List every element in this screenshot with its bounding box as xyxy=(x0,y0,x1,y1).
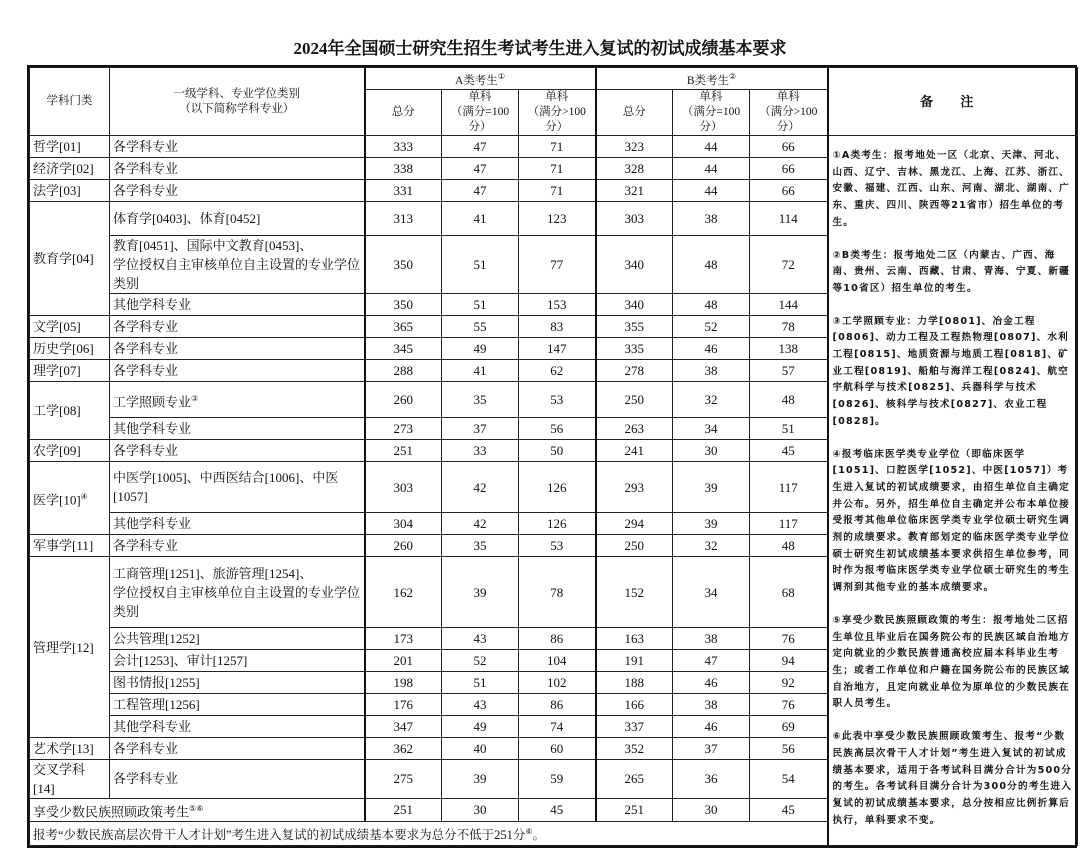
subject-label: 各学科专业 xyxy=(113,771,179,787)
category-label: 交叉学科[14] xyxy=(33,761,86,796)
minority-footnote: ⑤⑥ xyxy=(189,803,204,813)
score-a-single-over100: 86 xyxy=(519,693,596,715)
score-a-total: 260 xyxy=(365,382,442,418)
category-cell xyxy=(30,737,110,759)
score-a-single-over100: 123 xyxy=(519,202,596,236)
subject-footnote: ③ xyxy=(191,393,199,403)
score-a-single-over100: 71 xyxy=(519,136,596,158)
subject-cell xyxy=(110,759,365,798)
score-a-total: 201 xyxy=(365,649,442,671)
category-cell xyxy=(30,202,110,316)
minority-score-b: 30 xyxy=(673,798,750,821)
minority-label: 享受少数民族照顾政策考生 xyxy=(33,804,190,820)
score-b-total: 294 xyxy=(596,513,673,535)
subject-cell xyxy=(110,360,365,382)
header-group-b xyxy=(596,68,828,90)
score-a-total: 173 xyxy=(365,627,442,649)
score-a-single100: 49 xyxy=(442,338,519,360)
score-a-single100: 47 xyxy=(442,180,519,202)
header-a-single1-line1: 单科 xyxy=(468,91,492,103)
subject-label: 教育[0451]、国际中文教育[0453]、 学位授权自主审核单位自主设置的专业学位类别 xyxy=(113,238,361,292)
score-b-single-over100: 117 xyxy=(750,513,828,535)
score-b-single100: 38 xyxy=(673,360,750,382)
subject-cell xyxy=(110,627,365,649)
score-b-single-over100: 76 xyxy=(750,627,828,649)
category-cell xyxy=(30,535,110,557)
subject-cell xyxy=(110,462,365,513)
header-group-a xyxy=(365,68,596,90)
subject-cell xyxy=(110,737,365,759)
score-a-single100: 51 xyxy=(442,236,519,294)
score-b-single100: 38 xyxy=(673,202,750,236)
category-label: 艺术学[13] xyxy=(33,740,94,756)
category-label: 教育学[04] xyxy=(33,251,94,267)
score-a-single100: 51 xyxy=(442,671,519,693)
footnote-text: ②B类考生：报考地处二区（内蒙古、广西、海南、贵州、云南、西藏、甘肃、青海、宁夏、新疆等10省区）招生单位的考生。 xyxy=(832,249,1070,294)
score-a-total: 176 xyxy=(365,693,442,715)
header-b-single2-line1: 单科 xyxy=(776,91,800,103)
score-b-single100: 32 xyxy=(673,535,750,557)
minority-label-cell xyxy=(30,798,365,821)
score-b-single-over100: 92 xyxy=(750,671,828,693)
score-b-single-over100: 56 xyxy=(750,737,828,759)
subject-cell xyxy=(110,294,365,316)
subject-label: 其他学科专业 xyxy=(113,718,192,734)
header-b-single2 xyxy=(750,90,828,136)
score-b-single100: 44 xyxy=(673,158,750,180)
score-a-total: 331 xyxy=(365,180,442,202)
score-b-total: 323 xyxy=(596,136,673,158)
header-a-single2 xyxy=(519,90,596,136)
header-b-single1-line1: 单科 xyxy=(699,91,723,103)
category-cell xyxy=(30,382,110,440)
score-a-single-over100: 77 xyxy=(519,236,596,294)
score-b-single100: 44 xyxy=(673,136,750,158)
category-cell xyxy=(30,338,110,360)
score-a-single-over100: 86 xyxy=(519,627,596,649)
score-b-single100: 34 xyxy=(673,418,750,440)
header-b-single2-line2: （满分>100分） xyxy=(759,106,818,133)
score-b-single100: 46 xyxy=(673,338,750,360)
subject-cell xyxy=(110,649,365,671)
score-a-total: 313 xyxy=(365,202,442,236)
score-b-single-over100: 72 xyxy=(750,236,828,294)
footer-text: 报考“少数民族高层次骨干人才计划”考生进入复试的初试成绩基本要求为总分不低于251分 xyxy=(33,828,526,843)
score-a-single-over100: 53 xyxy=(519,382,596,418)
category-cell xyxy=(30,462,110,535)
subject-label: 图书情报[1255] xyxy=(113,674,200,690)
minority-score-a: 251 xyxy=(365,798,442,821)
category-label: 法学[03] xyxy=(33,183,81,198)
notes-cell xyxy=(828,136,1078,846)
category-label: 文学[05] xyxy=(33,319,81,335)
subject-label: 其他学科专业 xyxy=(113,297,192,313)
score-b-single100: 39 xyxy=(673,462,750,513)
subject-label: 各学科专业 xyxy=(113,740,179,756)
header-b-single1-line2: （满分=100分） xyxy=(681,106,741,133)
score-b-total: 293 xyxy=(596,462,673,513)
score-b-total: 303 xyxy=(596,202,673,236)
score-b-total: 241 xyxy=(596,440,673,462)
subject-cell xyxy=(110,418,365,440)
score-b-single-over100: 45 xyxy=(750,440,828,462)
header-a-single1 xyxy=(442,90,519,136)
score-a-single100: 37 xyxy=(442,418,519,440)
score-b-single-over100: 68 xyxy=(750,557,828,627)
score-b-single100: 36 xyxy=(673,759,750,798)
score-b-single100: 38 xyxy=(673,693,750,715)
category-cell xyxy=(30,759,110,798)
table-body xyxy=(30,136,1078,846)
header-a-single1-line2: （满分=100分） xyxy=(450,106,510,133)
score-b-total: 352 xyxy=(596,737,673,759)
footnote-text: ⑤享受少数民族照顾政策的考生：报考地处二区招生单位且毕业后在国务院公布的民族区域自治地方定向就业的少数民族普通高校应届本科毕业生考生；或者工作单位和户籍在国务院公布的民族区域自治地方，且定向就业单位为原单位的少数民族在职人员考生。 xyxy=(832,614,1070,710)
score-a-single100: 35 xyxy=(442,382,519,418)
score-b-total: 166 xyxy=(596,693,673,715)
score-a-single-over100: 104 xyxy=(519,649,596,671)
footer-cell xyxy=(30,822,828,846)
minority-score-b: 45 xyxy=(750,798,828,821)
score-a-single-over100: 147 xyxy=(519,338,596,360)
subject-cell xyxy=(110,715,365,737)
subject-cell xyxy=(110,535,365,557)
subject-label: 各学科专业 xyxy=(113,319,179,335)
score-a-single-over100: 126 xyxy=(519,462,596,513)
category-footnote: ④ xyxy=(80,492,88,502)
score-b-single100: 48 xyxy=(673,236,750,294)
score-table xyxy=(29,67,1078,846)
score-b-single100: 48 xyxy=(673,294,750,316)
score-a-single100: 55 xyxy=(442,316,519,338)
score-b-single-over100: 114 xyxy=(750,202,828,236)
score-a-total: 303 xyxy=(365,462,442,513)
subject-label: 各学科专业 xyxy=(113,161,179,176)
score-b-single-over100: 138 xyxy=(750,338,828,360)
score-a-total: 304 xyxy=(365,513,442,535)
score-b-single100: 46 xyxy=(673,715,750,737)
score-b-single100: 38 xyxy=(673,627,750,649)
category-cell xyxy=(30,557,110,737)
score-a-single100: 47 xyxy=(442,158,519,180)
category-label: 哲学[01] xyxy=(33,139,81,154)
category-label: 医学[10] xyxy=(33,492,81,508)
score-b-single100: 30 xyxy=(673,440,750,462)
subject-label: 各学科专业 xyxy=(113,341,179,357)
header-subject-line2: （以下简称学科专业） xyxy=(179,102,295,115)
score-b-single-over100: 76 xyxy=(750,693,828,715)
subject-label: 其他学科专业 xyxy=(113,516,192,532)
score-a-single100: 33 xyxy=(442,440,519,462)
score-b-total: 265 xyxy=(596,759,673,798)
category-label: 农学[09] xyxy=(33,443,81,459)
subject-cell xyxy=(110,693,365,715)
score-a-single100: 47 xyxy=(442,136,519,158)
score-a-total: 251 xyxy=(365,440,442,462)
subject-cell xyxy=(110,557,365,627)
score-b-single100: 32 xyxy=(673,382,750,418)
minority-score-b: 251 xyxy=(596,798,673,821)
subject-label: 各学科专业 xyxy=(113,538,179,554)
score-table-frame xyxy=(27,65,1077,848)
score-b-total: 337 xyxy=(596,715,673,737)
score-b-total: 191 xyxy=(596,649,673,671)
score-a-total: 350 xyxy=(365,294,442,316)
score-a-single100: 40 xyxy=(442,737,519,759)
subject-label: 工商管理[1251]、旅游管理[1254]、 学位授权自主审核单位自主设置的专业学位类别 xyxy=(113,565,361,619)
score-b-single100: 39 xyxy=(673,513,750,535)
subject-cell xyxy=(110,316,365,338)
score-b-total: 340 xyxy=(596,236,673,294)
score-a-total: 347 xyxy=(365,715,442,737)
score-b-single-over100: 48 xyxy=(750,382,828,418)
category-cell xyxy=(30,180,110,202)
score-a-single-over100: 60 xyxy=(519,737,596,759)
score-a-total: 333 xyxy=(365,136,442,158)
score-a-single100: 42 xyxy=(442,462,519,513)
score-b-single100: 34 xyxy=(673,557,750,627)
footnote-text: ①A类考生：报考地处一区（北京、天津、河北、山西、辽宁、吉林、黑龙江、上海、江苏、浙江、安徽、福建、江西、山东、河南、湖北、湖南、广东、重庆、四川、陕西等21省市）招生单位的考生。 xyxy=(832,150,1070,228)
score-a-total: 162 xyxy=(365,557,442,627)
score-a-total: 288 xyxy=(365,360,442,382)
score-a-single100: 35 xyxy=(442,535,519,557)
category-label: 工学[08] xyxy=(33,403,81,419)
score-b-single-over100: 66 xyxy=(750,180,828,202)
score-b-total: 355 xyxy=(596,316,673,338)
score-a-single-over100: 50 xyxy=(519,440,596,462)
score-a-single100: 52 xyxy=(442,649,519,671)
score-a-total: 338 xyxy=(365,158,442,180)
score-a-single-over100: 74 xyxy=(519,715,596,737)
subject-cell xyxy=(110,158,365,180)
score-b-single-over100: 117 xyxy=(750,462,828,513)
subject-label: 其他学科专业 xyxy=(113,421,192,437)
footnote-text: ④报考临床医学类专业学位（即临床医学[1051]、口腔医学[1052]、中医[1057]）考生进入复试的初试成绩要求，由招生单位自主确定并公布。另外，招生单位自主确定并公布本单位接受报考其他单位临床医学类专业学位硕士研究生调剂的成绩要求。教育部划定的临床医学类专业学位硕士研究生初试成绩基本要求供招生单位参考，同时作为报考临床医学类专业学位硕士研究生的考生调剂到其他专业的基本成绩要求。 xyxy=(832,448,1070,594)
header-subject-line1: 一级学科、专业学位类别 xyxy=(173,87,300,100)
score-a-single-over100: 53 xyxy=(519,535,596,557)
score-a-total: 260 xyxy=(365,535,442,557)
subject-label: 各学科专业 xyxy=(113,363,179,379)
subject-cell xyxy=(110,382,365,418)
score-b-single-over100: 48 xyxy=(750,535,828,557)
score-b-total: 328 xyxy=(596,158,673,180)
score-b-total: 163 xyxy=(596,627,673,649)
subject-cell xyxy=(110,671,365,693)
group-a-label: A类考生 xyxy=(455,74,498,87)
footnote-text: ③工学照顾专业：力学[0801]、冶金工程[0806]、动力工程及工程热物理[0807]、水利工程[0815]、地质资源与地质工程[0818]、矿业工程[0819]、船舶与海洋工程[0824]、航空宇航科学与技术[0825]、兵器科学与技术[0826]、核科学与技术[0827]、农业工程[0828]。 xyxy=(832,315,1069,427)
score-a-total: 362 xyxy=(365,737,442,759)
score-a-single100: 42 xyxy=(442,513,519,535)
subject-label: 工程管理[1256] xyxy=(113,696,200,712)
header-b-total: 总分 xyxy=(596,90,673,136)
category-cell xyxy=(30,440,110,462)
subject-label: 公共管理[1252] xyxy=(113,630,200,646)
score-a-single-over100: 78 xyxy=(519,557,596,627)
score-b-total: 321 xyxy=(596,180,673,202)
subject-label: 会计[1253]、审计[1257] xyxy=(113,652,248,668)
score-a-single-over100: 59 xyxy=(519,759,596,798)
score-b-total: 152 xyxy=(596,557,673,627)
score-b-single100: 44 xyxy=(673,180,750,202)
score-b-total: 278 xyxy=(596,360,673,382)
header-subject xyxy=(110,68,365,136)
score-a-single100: 41 xyxy=(442,202,519,236)
score-a-single-over100: 83 xyxy=(519,316,596,338)
score-b-single-over100: 78 xyxy=(750,316,828,338)
subject-cell xyxy=(110,236,365,294)
group-b-label: B类考生 xyxy=(686,74,729,87)
score-b-single-over100: 144 xyxy=(750,294,828,316)
score-b-single-over100: 66 xyxy=(750,136,828,158)
footnote-text: ⑥此表中享受少数民族照顾政策考生、报考“少数民族高层次骨干人才计划”考生进入复试的初试成绩基本要求，适用于各考试科目满分合计为500分的考生。各考试科目满分合计为300分的考生进入复试的初试成绩基本要求，总分按相应比例折算后执行，单科要求不变。 xyxy=(832,731,1073,826)
category-cell xyxy=(30,360,110,382)
score-a-single-over100: 71 xyxy=(519,158,596,180)
score-a-total: 365 xyxy=(365,316,442,338)
subject-label: 体育学[0403]、体育[0452] xyxy=(113,211,261,227)
category-label: 军事学[11] xyxy=(33,538,94,554)
category-cell xyxy=(30,316,110,338)
header-b-single1 xyxy=(673,90,750,136)
score-b-total: 188 xyxy=(596,671,673,693)
subject-cell xyxy=(110,338,365,360)
score-a-total: 350 xyxy=(365,236,442,294)
score-b-total: 335 xyxy=(596,338,673,360)
score-a-single100: 39 xyxy=(442,759,519,798)
score-b-single100: 46 xyxy=(673,671,750,693)
subject-cell xyxy=(110,513,365,535)
category-cell xyxy=(30,136,110,158)
subject-label: 工学照顾专业 xyxy=(113,393,192,409)
score-a-single-over100: 62 xyxy=(519,360,596,382)
subject-cell xyxy=(110,202,365,236)
category-label: 经济学[02] xyxy=(33,161,94,176)
score-a-single100: 41 xyxy=(442,360,519,382)
header-notes: 备 注 xyxy=(828,68,1078,136)
score-b-single-over100: 94 xyxy=(750,649,828,671)
group-b-footnote: ② xyxy=(729,71,737,81)
score-b-single-over100: 66 xyxy=(750,158,828,180)
subject-cell xyxy=(110,440,365,462)
score-a-single-over100: 126 xyxy=(519,513,596,535)
score-b-total: 250 xyxy=(596,535,673,557)
score-a-total: 345 xyxy=(365,338,442,360)
score-b-single100: 37 xyxy=(673,737,750,759)
score-a-total: 198 xyxy=(365,671,442,693)
subject-cell xyxy=(110,136,365,158)
score-a-single100: 51 xyxy=(442,294,519,316)
score-a-single100: 43 xyxy=(442,693,519,715)
score-b-total: 340 xyxy=(596,294,673,316)
subject-label: 各学科专业 xyxy=(113,183,179,198)
header-a-single2-line2: （满分>100分） xyxy=(527,106,586,133)
score-a-single-over100: 102 xyxy=(519,671,596,693)
score-a-single-over100: 71 xyxy=(519,180,596,202)
score-b-single-over100: 51 xyxy=(750,418,828,440)
footer-footnote: ⑥ xyxy=(525,827,533,837)
minority-score-a: 30 xyxy=(442,798,519,821)
minority-score-a: 45 xyxy=(519,798,596,821)
header-a-total: 总分 xyxy=(365,90,442,136)
score-b-single-over100: 57 xyxy=(750,360,828,382)
group-a-footnote: ① xyxy=(497,71,505,81)
subject-label: 各学科专业 xyxy=(113,139,179,154)
score-b-single-over100: 54 xyxy=(750,759,828,798)
page-title: 2024年全国硕士研究生招生考试考生进入复试的初试成绩基本要求 xyxy=(293,39,787,58)
score-a-single100: 43 xyxy=(442,627,519,649)
score-a-single-over100: 153 xyxy=(519,294,596,316)
score-b-single100: 52 xyxy=(673,316,750,338)
subject-label: 中医学[1005]、中西医结合[1006]、中医[1057] xyxy=(113,470,339,505)
score-a-single-over100: 56 xyxy=(519,418,596,440)
score-a-total: 275 xyxy=(365,759,442,798)
category-label: 历史学[06] xyxy=(33,341,94,357)
category-cell xyxy=(30,158,110,180)
subject-cell xyxy=(110,180,365,202)
score-a-single100: 39 xyxy=(442,557,519,627)
score-b-single100: 47 xyxy=(673,649,750,671)
score-b-total: 250 xyxy=(596,382,673,418)
header-a-single2-line1: 单科 xyxy=(545,91,569,103)
category-label: 管理学[12] xyxy=(33,639,94,655)
table-row xyxy=(30,136,1078,158)
score-a-total: 273 xyxy=(365,418,442,440)
category-label: 理学[07] xyxy=(33,363,81,379)
score-a-single100: 49 xyxy=(442,715,519,737)
score-b-single-over100: 69 xyxy=(750,715,828,737)
subject-label: 各学科专业 xyxy=(113,443,179,459)
score-b-total: 263 xyxy=(596,418,673,440)
header-category: 学科门类 xyxy=(30,68,110,136)
footer-end: 。 xyxy=(532,828,546,843)
